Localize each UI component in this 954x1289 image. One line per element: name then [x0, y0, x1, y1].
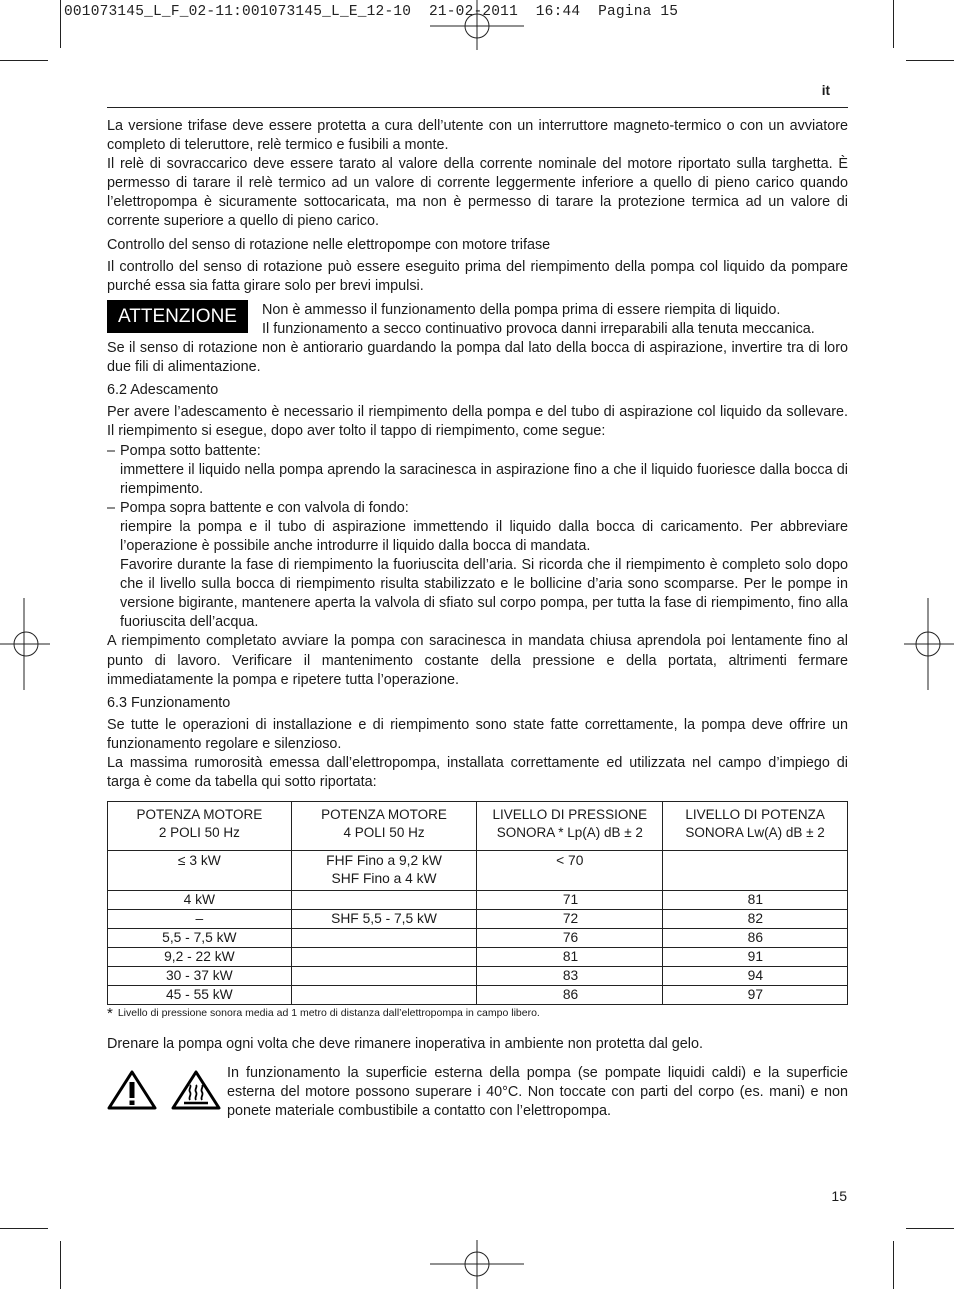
- table-header-cell: LIVELLO DI PRESSIONE SONORA * Lp(A) dB ± 2: [477, 802, 663, 851]
- paragraph: Il relè di sovraccarico deve essere tarato al valore della corrente nominale del motore riportato sulla targhetta. È permesso di tarare il relè termico ad un valore di corrente leggermente inferiore a quello di pieno carico quando l’elettropompa è sicuramente sottocaricata, ma non è permesso di tarare la protezione termica ad un valore di corrente superiore a quello di pieno carico.: [107, 156, 848, 230]
- list-item-text: immettere il liquido nella pompa aprendo la saracinesca in aspirazione fino a che il liquido fuoriesce dalla bocca di riempimento.: [120, 461, 848, 497]
- list-item-title: Pompa sotto battente:: [120, 442, 261, 459]
- paragraph: A riempimento completato avviare la pompa con saracinesca in mandata chiusa aprendola poi lentamente fino al punto di lavoro. Verificare il mantenimento costante della pressione e della portata, altrimenti fermare immediatamente la pompa e ripetere tutta l’operazione.: [107, 633, 848, 688]
- table-cell: 4 kW: [108, 891, 292, 910]
- paragraph: La versione trifase deve essere protetta a cura dell’utente con un interruttore magneto-termico o con un avviatore completo di teleruttore, relè termico e fusibili a monte.: [107, 118, 848, 154]
- table-header-cell: LIVELLO DI POTENZA SONORA Lw(A) dB ± 2: [663, 802, 848, 851]
- table-cell: 71: [477, 891, 663, 910]
- exclamation-triangle-icon: [107, 1070, 157, 1110]
- table-cell: < 70: [477, 851, 663, 891]
- table-cell: 82: [663, 910, 848, 929]
- table-cell: 45 - 55 kW: [108, 986, 292, 1005]
- print-header: 001073145_L_F_02-11:001073145_L_E_12-10 21-02-2011 16:44 Pagina 15: [64, 4, 679, 20]
- table-row: [108, 929, 848, 948]
- header-rule: [107, 107, 848, 108]
- table-cell: [291, 967, 477, 986]
- table-header-cell: POTENZA MOTORE 2 POLI 50 Hz: [108, 802, 292, 851]
- noise-table: [107, 801, 848, 1005]
- table-cell: ≤ 3 kW: [108, 851, 292, 891]
- section-heading-6-2: 6.2 Adescamento: [107, 382, 219, 399]
- paragraph: Drenare la pompa ogni volta che deve rimanere inoperativa in ambiente non protetta dal gelo.: [107, 1036, 703, 1053]
- table-cell: [663, 851, 848, 891]
- table-cell: 5,5 - 7,5 kW: [108, 929, 292, 948]
- page-number: 15: [831, 1188, 847, 1204]
- table-cell: [291, 891, 477, 910]
- hot-surface-triangle-icon: [171, 1070, 221, 1110]
- table-cell: 94: [663, 967, 848, 986]
- warning-block: [107, 301, 848, 339]
- list-dash: –: [107, 442, 116, 459]
- table-cell: FHF Fino a 9,2 kW SHF Fino a 4 kW: [291, 851, 477, 891]
- table-row: [108, 891, 848, 910]
- list-item: [107, 499, 848, 633]
- table-cell: 91: [663, 948, 848, 967]
- hot-warning-text: In funzionamento la superficie esterna della pompa (se pompate liquidi caldi) e la superficie esterna del motore possono superare i 40°C. Non toccate con parti del corpo (es. mani) e non ponete materiale combustibile a contatto con l’elettropompa.: [227, 1065, 848, 1120]
- list-item-title: Pompa sopra battente e con valvola di fondo:: [120, 499, 409, 516]
- table-cell: 97: [663, 986, 848, 1005]
- table-cell: 30 - 37 kW: [108, 967, 292, 986]
- footnote-text: Livello di pressione sonora media ad 1 metro di distanza dall’elettropompa in campo libero.: [117, 1007, 540, 1020]
- paragraph: Se tutte le operazioni di installazione e di riempimento sono state fatte correttamente, la pompa deve offrire un funzionamento regolare e silenzioso.: [107, 716, 848, 752]
- table-header-row: [108, 802, 848, 851]
- table-cell: [291, 929, 477, 948]
- language-code: it: [821, 83, 830, 98]
- table-row: [108, 851, 848, 891]
- warning-text: [262, 301, 848, 339]
- paragraph: Se il senso di rotazione non è antiorario guardando la pompa dal lato della bocca di aspirazione, invertire tra di loro due fili di alimentazione.: [107, 340, 848, 376]
- list-item: [107, 442, 848, 499]
- table-cell: 83: [477, 967, 663, 986]
- table-cell: 81: [663, 891, 848, 910]
- attention-label: ATTENZIONE: [107, 300, 248, 333]
- warning-line: Il funzionamento a secco continuativo provoca danni irreparabili alla tenuta meccanica.: [262, 320, 815, 337]
- table-cell: 9,2 - 22 kW: [108, 948, 292, 967]
- main-content: [107, 117, 848, 1122]
- table-cell: 72: [477, 910, 663, 929]
- paragraph: La massima rumorosità emessa dall’elettropompa, installata correttamente ed utilizzata nel campo d’impiego di targa è come da tabella qui sotto riportata:: [107, 755, 848, 791]
- list-dash: –: [107, 499, 116, 516]
- table-row: [108, 910, 848, 929]
- list-item-text: riempire la pompa e il tubo di aspirazione immettendo il liquido dalla bocca di caricamento. Per abbreviare l’operazione è possibile anche introdurre il liquido dalla bocca di mandata.: [120, 518, 848, 554]
- paragraph: Per avere l’adescamento è necessario il riempimento della pompa e del tubo di aspirazione col liquido da sollevare. Il riempimento si esegue, dopo aver tolto il tappo di riempimento, come segue:: [107, 404, 848, 440]
- table-cell: [291, 986, 477, 1005]
- warning-icons: [107, 1064, 227, 1121]
- list-item-text: Favorire durante la fase di riempimento la fuoriuscita dell’aria. Si ricorda che il riempimento è completo solo dopo che il livello sulla bocca di riempimento risulta stabilizzato e le bollicine d’aria sono scomparse. Per le pompe in versione bigirante, mantenere aperta la valvola di sfiato sul corpo pompa, per tutta la fase di riempimento, fino alla fuoriuscita dell’acqua.: [120, 557, 848, 631]
- table-footnote: [107, 1006, 848, 1021]
- table-cell: 86: [477, 986, 663, 1005]
- table-cell: [291, 948, 477, 967]
- table-cell: –: [108, 910, 292, 929]
- table-cell: 76: [477, 929, 663, 948]
- table-row: [108, 948, 848, 967]
- section-heading-6-3: 6.3 Funzionamento: [107, 694, 231, 711]
- table-cell: 86: [663, 929, 848, 948]
- warning-line: Non è ammesso il funzionamento della pompa prima di essere riempita di liquido.: [262, 301, 781, 318]
- table-cell: SHF 5,5 - 7,5 kW: [291, 910, 477, 929]
- paragraph: Il controllo del senso di rotazione può essere eseguito prima del riempimento della pompa col liquido da pompare purché essa sia fatta girare solo per brevi impulsi.: [107, 258, 848, 294]
- table-cell: 81: [477, 948, 663, 967]
- table-header-cell: POTENZA MOTORE 4 POLI 50 Hz: [291, 802, 477, 851]
- section-heading: Controllo del senso di rotazione nelle elettropompe con motore trifase: [107, 236, 551, 253]
- hot-surface-warning: [107, 1064, 848, 1121]
- footnote-star: *: [107, 1005, 113, 1023]
- table-row: [108, 967, 848, 986]
- table-row: [108, 986, 848, 1005]
